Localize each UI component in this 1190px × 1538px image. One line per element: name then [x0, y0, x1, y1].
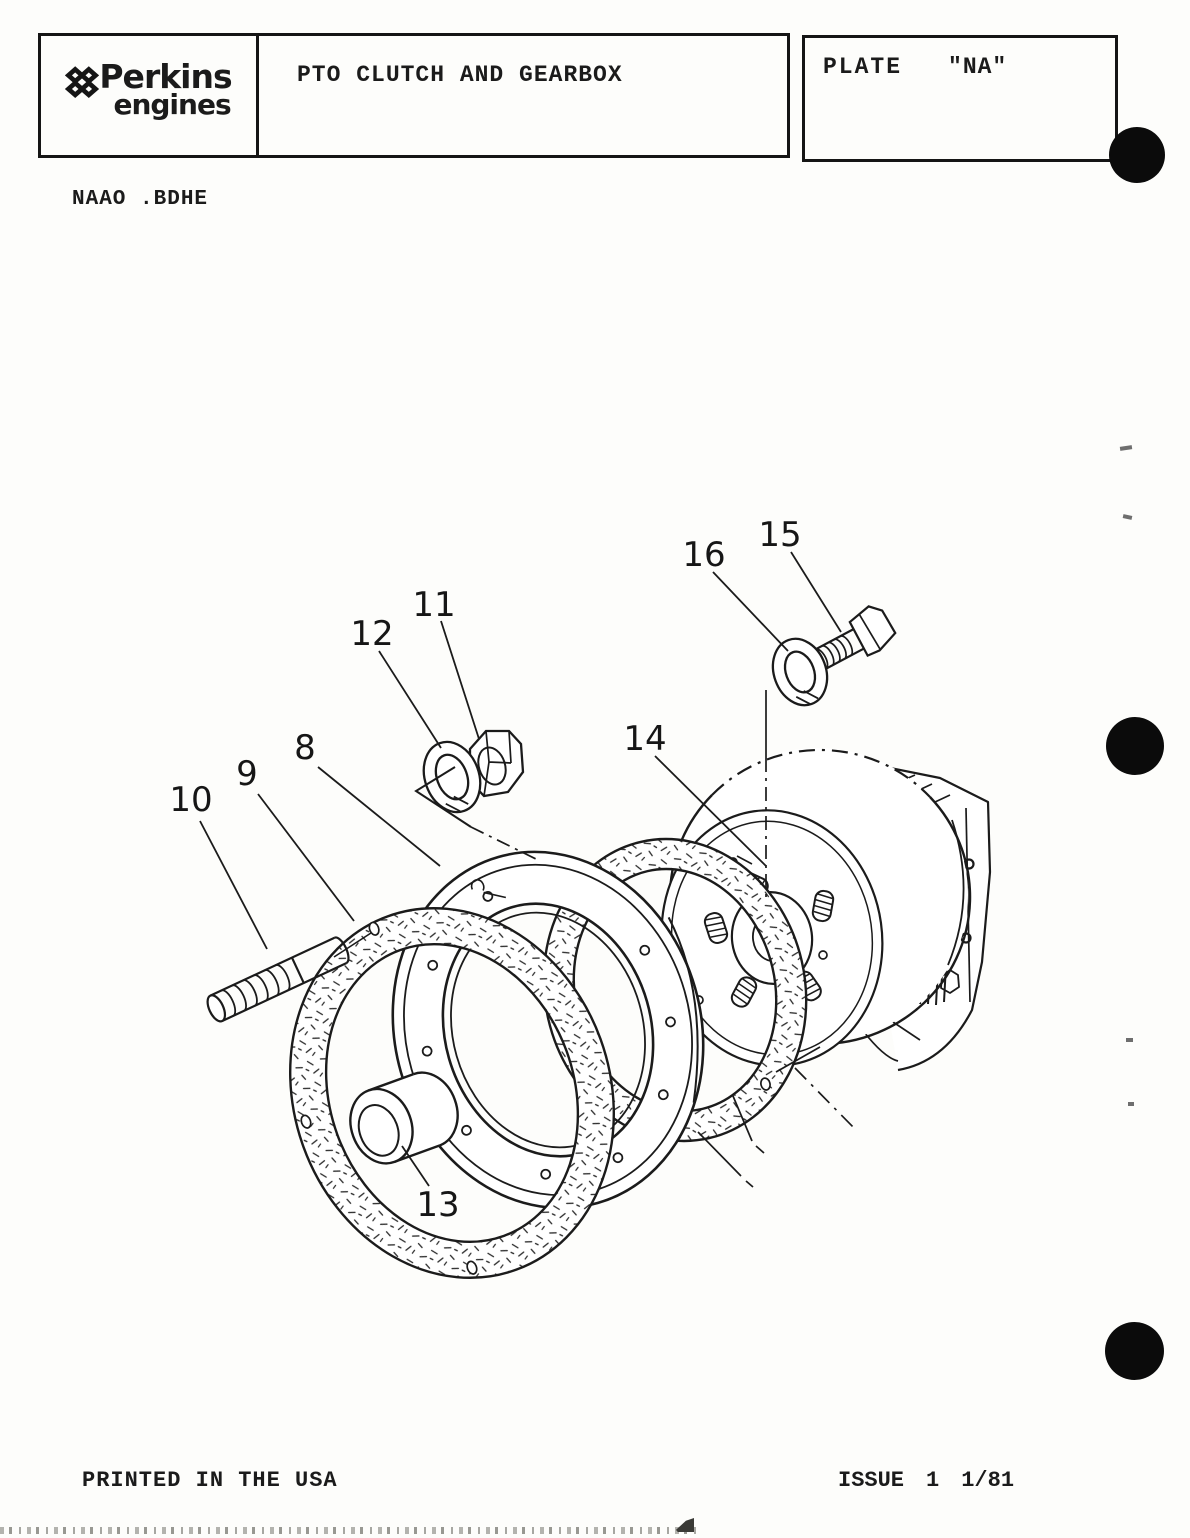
scan-speck	[1128, 1102, 1134, 1106]
callout-9: 9	[236, 754, 258, 794]
scan-speck	[1126, 1038, 1133, 1042]
issue-line	[838, 1468, 1014, 1493]
punch-hole-top	[1109, 127, 1165, 183]
leader-8	[318, 767, 440, 866]
leader-11	[441, 621, 479, 739]
callout-14: 14	[623, 719, 667, 759]
callout-8: 8	[294, 728, 316, 768]
issue-date: 1/81	[961, 1468, 1015, 1493]
page-title: PTO CLUTCH AND GEARBOX	[297, 62, 623, 88]
brand-line1: Perkins	[99, 57, 232, 96]
scan-noise-strip	[0, 1527, 698, 1534]
leader-9	[258, 794, 354, 921]
issue-number: 1	[926, 1468, 940, 1493]
punch-hole-bottom	[1105, 1322, 1164, 1380]
plate-value: "NA"	[948, 54, 1008, 80]
issue-label: ISSUE	[838, 1468, 905, 1493]
leader-10	[200, 821, 267, 949]
callout-12: 12	[350, 614, 394, 654]
punch-hole-middle	[1106, 717, 1164, 775]
leader-12	[379, 651, 441, 748]
printed-in: PRINTED IN THE USA	[82, 1468, 338, 1493]
callout-13: 13	[416, 1185, 460, 1225]
brand-line2: engines	[113, 88, 231, 122]
plate-label: PLATE	[823, 54, 903, 80]
callout-15: 15	[758, 515, 802, 555]
leader-15	[791, 552, 841, 632]
model-code: NAAO .BDHE	[72, 188, 209, 211]
callout-16: 16	[682, 535, 726, 575]
callout-11: 11	[412, 585, 456, 625]
callout-10: 10	[169, 780, 213, 820]
leader-16	[713, 572, 788, 651]
